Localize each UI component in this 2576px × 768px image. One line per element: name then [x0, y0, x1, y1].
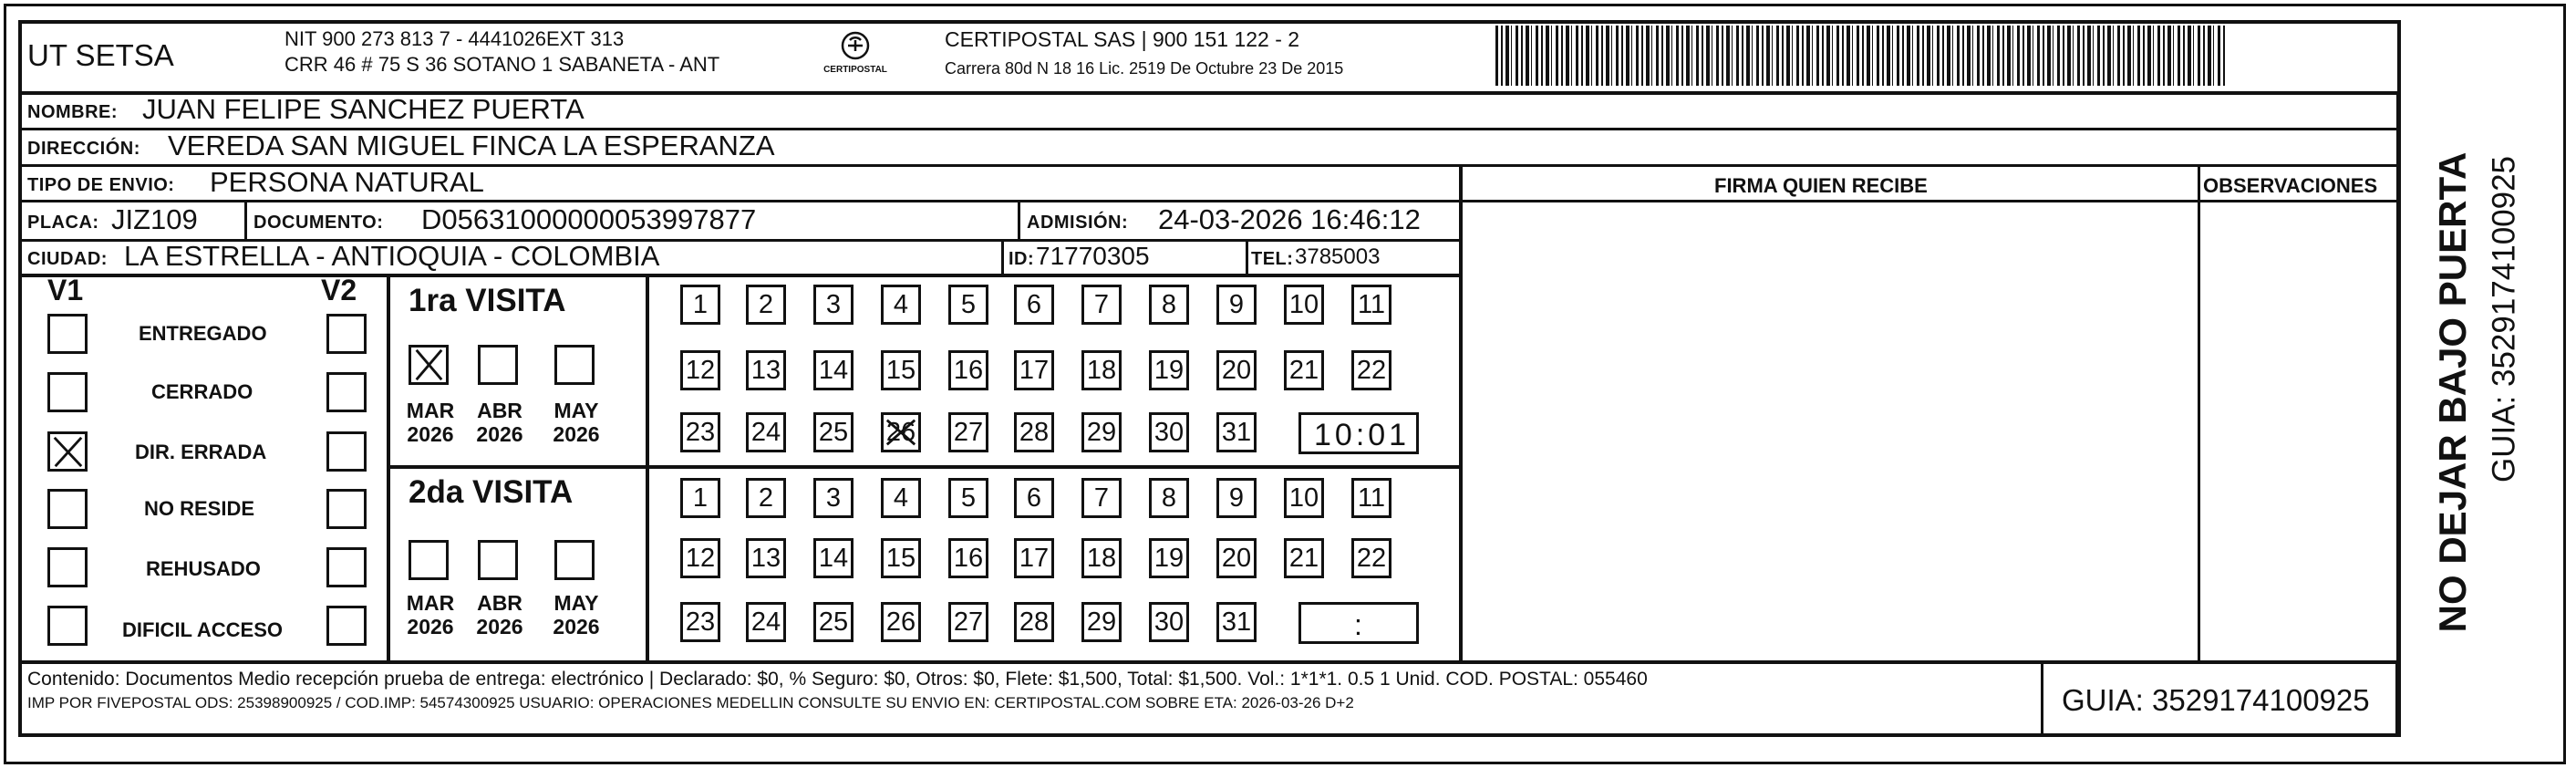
visit2-day-17[interactable] — [1014, 538, 1054, 578]
visit1-day-19[interactable] — [1149, 350, 1189, 390]
visit2-day-25[interactable] — [813, 602, 853, 642]
day-number: 2 — [758, 289, 774, 319]
visit2-month-may-checkbox[interactable] — [554, 540, 595, 580]
id-label: ID: — [1009, 249, 1035, 269]
day-number: 15 — [885, 355, 916, 385]
divider — [1246, 239, 1248, 274]
visit2-month-abr-checkbox[interactable] — [478, 540, 518, 580]
visit1-month-mar-checkbox[interactable] — [409, 345, 449, 385]
visit1-day-7[interactable] — [1081, 285, 1122, 325]
status-label-dificil-acceso: DIFICIL ACCESO — [122, 618, 284, 641]
day-number: 12 — [685, 355, 716, 385]
day-number: 4 — [893, 289, 909, 319]
day-number: 20 — [1221, 543, 1252, 573]
visit1-day-8[interactable] — [1149, 285, 1189, 325]
divider — [2198, 164, 2200, 660]
visit2-day-3[interactable] — [813, 478, 853, 518]
visit1-day-23[interactable] — [680, 412, 720, 452]
day-number: 14 — [818, 355, 849, 385]
day-number: 22 — [1356, 543, 1387, 573]
day-number: 19 — [1154, 355, 1185, 385]
visit2-day-31[interactable] — [1216, 602, 1257, 642]
x-mark-icon — [884, 415, 918, 450]
visit1-day-28[interactable] — [1014, 412, 1054, 452]
tipo-envio-label: TIPO DE ENVIO: — [27, 175, 175, 195]
v1-checkbox-entregado[interactable] — [47, 314, 88, 354]
v2-checkbox-no-reside[interactable] — [326, 489, 367, 529]
nombre-label: NOMBRE: — [27, 102, 119, 122]
placa-label: PLACA: — [27, 213, 99, 233]
day-number: 26 — [885, 607, 916, 637]
sidebar-guia: GUIA: 3529174100925 — [2486, 155, 2522, 483]
divider — [1459, 200, 2398, 202]
visit1-month-abr-label: ABR 2026 — [476, 399, 523, 447]
visit2-time-box[interactable] — [1298, 602, 1419, 644]
visit2-day-26[interactable] — [881, 602, 921, 642]
visit1-day-25[interactable] — [813, 412, 853, 452]
visit2-day-22[interactable] — [1351, 538, 1391, 578]
v2-checkbox-dir-errada[interactable] — [326, 431, 367, 472]
visit2-day-21[interactable] — [1284, 538, 1324, 578]
day-number: 29 — [1086, 607, 1117, 637]
visit2-day-7[interactable] — [1081, 478, 1122, 518]
day-number: 27 — [953, 417, 984, 447]
x-mark-icon — [411, 348, 446, 382]
direccion-value: VEREDA SAN MIGUEL FINCA LA ESPERANZA — [168, 130, 775, 161]
footer-guia: GUIA: 3529174100925 — [2062, 683, 2370, 717]
day-number: 17 — [1019, 543, 1050, 573]
day-number: 18 — [1086, 355, 1117, 385]
v1-checkbox-cerrado[interactable] — [47, 372, 88, 412]
visit2-day-2[interactable] — [746, 478, 786, 518]
day-number: 10 — [1288, 289, 1319, 319]
visit2-day-1[interactable] — [680, 478, 720, 518]
v2-checkbox-cerrado[interactable] — [326, 372, 367, 412]
visit2-day-27[interactable] — [948, 602, 988, 642]
visit1-month-abr-checkbox[interactable] — [478, 345, 518, 385]
day-number: 8 — [1161, 289, 1177, 319]
x-mark-icon — [50, 434, 85, 469]
certipostal-name: CERTIPOSTAL SAS | 900 151 122 - 2 — [945, 27, 1300, 51]
day-number: 9 — [1228, 289, 1245, 319]
day-number: 24 — [750, 607, 781, 637]
status-label-rehusado: REHUSADO — [146, 557, 261, 580]
visit1-time: 10:01 — [1314, 418, 1411, 452]
day-number: 1 — [692, 289, 709, 319]
certipostal-license: Carrera 80d N 18 16 Lic. 2519 De Octubre 23 De 2015 — [945, 59, 1344, 78]
day-number: 10 — [1288, 483, 1319, 513]
visit1-day-21[interactable] — [1284, 350, 1324, 390]
day-number: 25 — [818, 417, 849, 447]
day-number: 3 — [825, 483, 842, 513]
day-number: 20 — [1221, 355, 1252, 385]
visit1-day-13[interactable] — [746, 350, 786, 390]
visit1-day-6[interactable] — [1014, 285, 1054, 325]
day-number: 23 — [685, 417, 716, 447]
visit1-month-mar-label: MAR 2026 — [406, 399, 455, 447]
day-number: 7 — [1093, 483, 1110, 513]
day-number: 6 — [1026, 289, 1042, 319]
visit1-day-16[interactable] — [948, 350, 988, 390]
footer-contents: Contenido: Documentos Medio recepción prueba de entrega: electrónico | Declarado: $0, % Seguro: $0, Otros: $0, Flete: $1,500, Total: $1,500. Vol.: 1*1*1. 0.5 1 Unid. COD. POSTAL: 055460 — [27, 669, 1648, 690]
visit1-day-15[interactable] — [881, 350, 921, 390]
day-number: 28 — [1019, 417, 1050, 447]
visit1-day-3[interactable] — [813, 285, 853, 325]
certipostal-logo — [810, 29, 901, 80]
visit1-day-1[interactable] — [680, 285, 720, 325]
visit2-day-11[interactable] — [1351, 478, 1391, 518]
visit1-day-27[interactable] — [948, 412, 988, 452]
divider — [18, 274, 1459, 277]
documento-value: D05631000000053997877 — [421, 203, 757, 235]
day-number: 24 — [750, 417, 781, 447]
v1-checkbox-dificil-acceso[interactable] — [47, 606, 88, 646]
footer-print-info: IMP POR FIVEPOSTAL ODS: 25398900925 / COD.IMP: 54574300925 USUARIO: OPERACIONES MEDELLIN CONSULTE SU ENVIO EN: CERTIPOSTAL.COM SOBRE ETA: 2026-03-26 D+2 — [27, 694, 1354, 711]
visit2-day-18[interactable] — [1081, 538, 1122, 578]
day-number: 13 — [750, 543, 781, 573]
visit2-day-28[interactable] — [1014, 602, 1054, 642]
footer-guia-box — [2041, 660, 2398, 737]
visit2-day-23[interactable] — [680, 602, 720, 642]
divider — [387, 465, 1461, 469]
company-nit: NIT 900 273 813 7 - 4441026EXT 313 — [284, 27, 625, 50]
visit1-day-20[interactable] — [1216, 350, 1257, 390]
visit1-month-may-label: MAY 2026 — [553, 399, 600, 447]
day-number: 26 — [885, 417, 916, 447]
visit1-day-29[interactable] — [1081, 412, 1122, 452]
visit2-day-8[interactable] — [1149, 478, 1189, 518]
visit2-day-5[interactable] — [948, 478, 988, 518]
day-number: 23 — [685, 607, 716, 637]
ciudad-value: LA ESTRELLA - ANTIOQUIA - COLOMBIA — [124, 240, 660, 272]
status-label-dir-errada: DIR. ERRADA — [135, 441, 267, 463]
day-number: 6 — [1026, 483, 1042, 513]
observaciones-label: OBSERVACIONES — [2203, 174, 2378, 197]
day-number: 30 — [1154, 417, 1185, 447]
day-number: 5 — [960, 483, 977, 513]
day-number: 21 — [1288, 543, 1319, 573]
day-number: 31 — [1221, 417, 1252, 447]
placa-value: JIZ109 — [111, 203, 198, 235]
company-address: CRR 46 # 75 S 36 SOTANO 1 SABANETA - ANT — [284, 53, 720, 76]
day-number: 15 — [885, 543, 916, 573]
visit2-time: : — [1354, 608, 1362, 641]
visit2-day-13[interactable] — [746, 538, 786, 578]
day-number: 8 — [1161, 483, 1177, 513]
v1-checkbox-no-reside[interactable] — [47, 489, 88, 529]
visit2-day-6[interactable] — [1014, 478, 1054, 518]
visit2-day-15[interactable] — [881, 538, 921, 578]
divider — [1001, 239, 1004, 274]
direccion-label: DIRECCIÓN: — [27, 139, 140, 159]
day-number: 5 — [960, 289, 977, 319]
visit1-day-10[interactable] — [1284, 285, 1324, 325]
day-number: 13 — [750, 355, 781, 385]
day-number: 19 — [1154, 543, 1185, 573]
visit2-day-14[interactable] — [813, 538, 853, 578]
visit2-month-mar-checkbox[interactable] — [409, 540, 449, 580]
visit1-day-26[interactable] — [881, 412, 921, 452]
v1-header: V1 — [47, 274, 84, 306]
visit2-month-abr-label: ABR 2026 — [476, 591, 523, 639]
ciudad-label: CIUDAD: — [27, 249, 108, 269]
admision-label: ADMISIÓN: — [1027, 213, 1129, 233]
visit2-day-30[interactable] — [1149, 602, 1189, 642]
visit1-day-2[interactable] — [746, 285, 786, 325]
tel-label: TEL: — [1251, 249, 1294, 269]
visit2-day-19[interactable] — [1149, 538, 1189, 578]
visit2-day-9[interactable] — [1216, 478, 1257, 518]
v1-checkbox-dir-errada[interactable] — [47, 431, 88, 472]
visit1-day-24[interactable] — [746, 412, 786, 452]
day-number: 1 — [692, 483, 709, 513]
visit1-day-31[interactable] — [1216, 412, 1257, 452]
day-number: 21 — [1288, 355, 1319, 385]
visit1-month-may-checkbox[interactable] — [554, 345, 595, 385]
visit1-day-12[interactable] — [680, 350, 720, 390]
day-number: 12 — [685, 543, 716, 573]
day-number: 9 — [1228, 483, 1245, 513]
admision-value: 24-03-2026 16:46:12 — [1158, 203, 1421, 235]
divider — [2396, 91, 2400, 737]
visit2-day-16[interactable] — [948, 538, 988, 578]
visit1-day-30[interactable] — [1149, 412, 1189, 452]
day-number: 11 — [1357, 483, 1386, 513]
tipo-envio-value: PERSONA NATURAL — [210, 166, 484, 198]
visit2-month-may-label: MAY 2026 — [553, 591, 600, 639]
status-label-cerrado: CERRADO — [151, 380, 253, 403]
divider — [244, 200, 247, 239]
v1-checkbox-rehusado[interactable] — [47, 547, 88, 587]
day-number: 16 — [953, 355, 984, 385]
visit2-title: 2da VISITA — [409, 474, 574, 510]
visit1-title: 1ra VISITA — [409, 283, 566, 318]
day-number: 18 — [1086, 543, 1117, 573]
visit1-day-4[interactable] — [881, 285, 921, 325]
v2-header: V2 — [321, 274, 357, 306]
firma-label: FIRMA QUIEN RECIBE — [1714, 174, 1928, 197]
day-number: 28 — [1019, 607, 1050, 637]
status-label-no-reside: NO RESIDE — [144, 497, 255, 520]
v2-checkbox-dificil-acceso[interactable] — [326, 606, 367, 646]
day-number: 30 — [1154, 607, 1185, 637]
id-value: 71770305 — [1036, 242, 1150, 270]
documento-label: DOCUMENTO: — [253, 213, 384, 233]
day-number: 22 — [1356, 355, 1387, 385]
visit1-day-14[interactable] — [813, 350, 853, 390]
day-number: 31 — [1221, 607, 1252, 637]
no-dejar-bajo-puerta: NO DEJAR BAJO PUERTA — [2431, 151, 2474, 633]
day-number: 7 — [1093, 289, 1110, 319]
v2-checkbox-rehusado[interactable] — [326, 547, 367, 587]
visit1-day-17[interactable] — [1014, 350, 1054, 390]
day-number: 4 — [893, 483, 909, 513]
day-number: 27 — [953, 607, 984, 637]
visit2-day-24[interactable] — [746, 602, 786, 642]
visit1-day-9[interactable] — [1216, 285, 1257, 325]
day-number: 2 — [758, 483, 774, 513]
day-number: 29 — [1086, 417, 1117, 447]
day-number: 14 — [818, 543, 849, 573]
v2-checkbox-entregado[interactable] — [326, 314, 367, 354]
status-label-entregado: ENTREGADO — [139, 322, 267, 345]
visit1-day-18[interactable] — [1081, 350, 1122, 390]
tel-value: 3785003 — [1295, 244, 1381, 269]
day-number: 11 — [1357, 289, 1386, 319]
visit1-day-22[interactable] — [1351, 350, 1391, 390]
visit2-day-10[interactable] — [1284, 478, 1324, 518]
company-name: UT SETSA — [27, 38, 174, 72]
visit2-day-29[interactable] — [1081, 602, 1122, 642]
visit2-day-12[interactable] — [680, 538, 720, 578]
barcode — [1495, 26, 2225, 86]
visit2-month-mar-label: MAR 2026 — [406, 591, 455, 639]
day-number: 3 — [825, 289, 842, 319]
visit2-day-20[interactable] — [1216, 538, 1257, 578]
divider — [1018, 200, 1020, 239]
divider — [1459, 164, 1463, 660]
visit2-day-4[interactable] — [881, 478, 921, 518]
visit1-time-box[interactable] — [1298, 412, 1419, 454]
svg-text:CERTIPOSTAL: CERTIPOSTAL — [823, 65, 887, 75]
visit1-day-11[interactable] — [1351, 285, 1391, 325]
day-number: 25 — [818, 607, 849, 637]
day-number: 16 — [953, 543, 984, 573]
nombre-value: JUAN FELIPE SANCHEZ PUERTA — [142, 93, 585, 125]
day-number: 17 — [1019, 355, 1050, 385]
visit1-day-5[interactable] — [948, 285, 988, 325]
